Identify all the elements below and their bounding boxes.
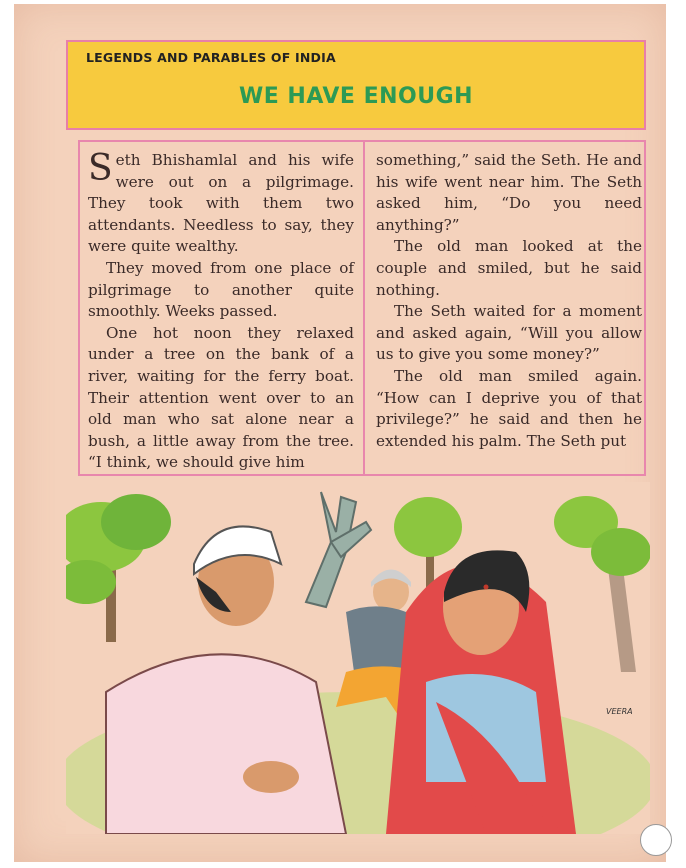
paragraph: One hot noon they relaxed under a tree on the bank of a river, waiting for the ferry boat. Their attention went over to an old man who sat alone near a bush, a little away from the tree. “I think, we should give him xyxy=(88,323,354,472)
paragraph: The old man smiled again. “How can I deprive you of that privilege?” he said and then he extended his palm. The Seth put xyxy=(376,366,642,450)
paragraph: They moved from one place of pilgrimage to another quite smoothly. Weeks passed. xyxy=(88,258,354,321)
paragraph: The old man looked at the couple and smiled, but he said nothing. xyxy=(376,237,642,299)
drop-cap: S xyxy=(88,148,113,189)
series-title: LEGENDS AND PARABLES OF INDIA xyxy=(86,50,336,65)
right-column xyxy=(376,150,642,452)
paragraph: something,” said the Seth. He and his wife went near him. The Seth asked him, “Do you need anything?” xyxy=(376,151,642,234)
story-text-box xyxy=(78,140,646,476)
paragraph-text: eth Bhishamlal and his wife were out on a pilgrimage. They took with them two attendants. Needless to say, they were quite wealthy. xyxy=(88,151,354,256)
left-column xyxy=(88,150,354,474)
story-illustration xyxy=(66,482,650,834)
paragraph: The Seth waited for a moment and asked again, “Will you allow us to give you some money?” xyxy=(376,302,642,364)
magazine-page xyxy=(14,4,666,862)
paragraph xyxy=(88,150,354,258)
column-divider xyxy=(363,142,365,474)
story-title: WE HAVE ENOUGH xyxy=(238,84,474,109)
header-banner xyxy=(66,40,646,130)
stamp-icon xyxy=(640,824,672,856)
artist-signature: VEERA xyxy=(606,707,633,716)
